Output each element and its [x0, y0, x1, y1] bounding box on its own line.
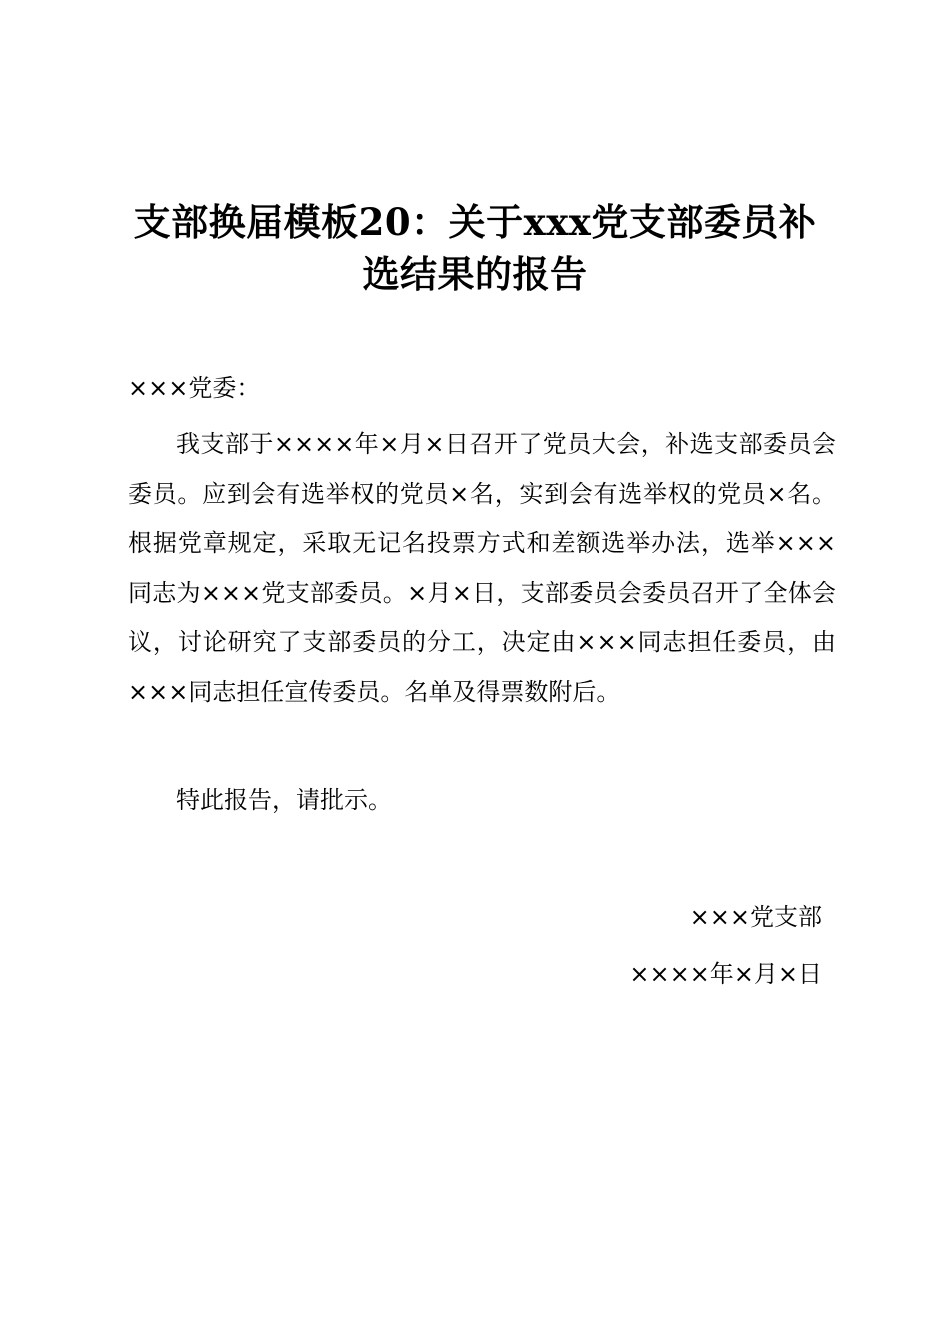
salutation: ×××党委：: [128, 374, 261, 402]
title-line-2: 选结果的报告: [362, 252, 588, 296]
document-title: [120, 196, 830, 300]
signature: ×××党支部: [689, 903, 822, 931]
body-paragraph: 我支部于××××年×月×日召开了党员大会，补选支部委员会委员。应到会有选举权的党员×名，实到会有选举权的党员×名。根据党章规定，采取无记名投票方式和差额选举办法，选举×××同志为×××党支部委员。×月×日，支部委员会委员召开了全体会议，讨论研究了支部委员的分工，决定由×××同志担任委员，由×××同志担任宣传委员。名单及得票数附后。: [128, 430, 836, 706]
date: ××××年×月×日: [629, 960, 822, 988]
title-line-1: 支部换届模板20：关于xxx党支部委员补: [133, 200, 817, 244]
closing-line: 特此报告，请批示。: [176, 786, 392, 814]
